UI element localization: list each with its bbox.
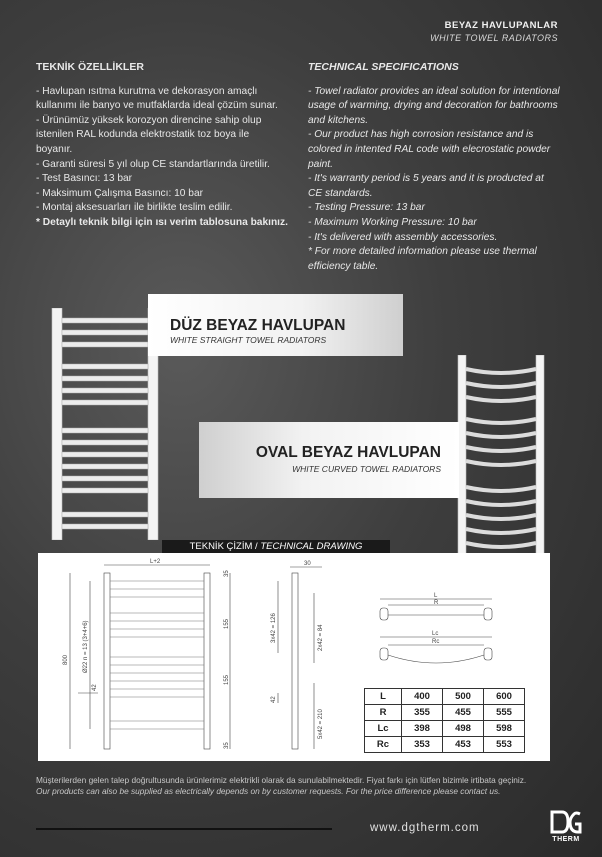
table-cell: 355 — [402, 705, 443, 721]
technical-drawing-title-tr: TEKNİK ÇİZİM — [189, 541, 253, 552]
table-row-label: Lc — [365, 721, 402, 737]
spec-en-line: - Maximum Working Pressure: 10 bar — [308, 216, 477, 228]
table-row — [365, 705, 525, 721]
dim-L-label: L — [434, 593, 438, 599]
table-cell: 500 — [443, 689, 484, 705]
table-row-label: L — [365, 689, 402, 705]
spec-en-line: - It's delivered with assembly accessories. — [308, 231, 498, 243]
table-cell: 400 — [402, 689, 443, 705]
table-row — [365, 737, 525, 753]
table-cell: 555 — [484, 705, 525, 721]
table-row-label: Rc — [365, 737, 402, 753]
straight-radiator-image — [50, 308, 162, 540]
table-cell: 398 — [402, 721, 443, 737]
dim-210-label: 5x42 = 210 — [318, 709, 324, 739]
specs-tr-heading: TEKNİK ÖZELLİKLER — [36, 61, 144, 73]
table-cell: 598 — [484, 721, 525, 737]
dim-height-label: 800 — [63, 654, 69, 665]
page-header — [430, 20, 558, 44]
dg-logo-icon — [548, 808, 584, 836]
footer-divider — [36, 828, 332, 830]
header-title-en: WHITE TOWEL RADIATORS — [430, 33, 558, 43]
table-cell: 353 — [402, 737, 443, 753]
spec-tr-line: - Ürünümüz yüksek korozyon direncine sahip olup istenilen RAL kodunda elektrostatik toz boya ile boyanır. — [36, 114, 262, 155]
curved-product-subtitle: WHITE CURVED TOWEL RADIATORS — [292, 464, 441, 474]
table-cell: 553 — [484, 737, 525, 753]
footer-note-tr: Müşterilerden gelen talep doğrultusunda ürünlerimiz elektrikli olarak da sunulabilmektedir. Fiyat farkı için lütfen bizimle irtibata geçiniz. — [36, 775, 527, 785]
dim-42-side-label: 42 — [271, 696, 277, 703]
straight-product-subtitle: WHITE STRAIGHT TOWEL RADIATORS — [170, 335, 327, 345]
table-row-label: R — [365, 705, 402, 721]
specs-en-heading: TECHNICAL SPECIFICATIONS — [308, 61, 459, 73]
dim-tube-count-label: Ø22 n = 13 (3+4+6) — [83, 620, 89, 673]
spec-tr-line: - Montaj aksesuarları ile birlikte teslim edilir. — [36, 202, 233, 214]
straight-product-title: DÜZ BEYAZ HAVLUPAN — [170, 317, 346, 334]
dim-155a-label: 155 — [224, 618, 230, 629]
spec-en-line: - It's warranty period is 5 years and it is producted at CE standards. — [308, 173, 544, 199]
spec-tr-line: - Garanti süresi 5 yıl olup CE standartlarında üretilir. — [36, 158, 270, 170]
table-cell: 455 — [443, 705, 484, 721]
specs-en — [308, 60, 560, 274]
dim-width-label: L+2 — [150, 559, 161, 565]
technical-drawing-title-en: TECHNICAL DRAWING — [260, 541, 363, 552]
footer-note-en: Our products can also be supplied as electrically depends on by customer requests. For the price difference please contact us. — [36, 785, 501, 796]
dim-R-label: R — [434, 600, 439, 606]
dim-35-top-label: 35 — [224, 570, 230, 577]
brand-logo — [548, 808, 584, 848]
technical-drawing-title: TEKNİK ÇİZİM / TECHNICAL DRAWING — [162, 540, 390, 554]
spec-tr-line: - Havlupan ısıtma kurutma ve dekorasyon amaçlı kullanımı ile banyo ve mutfaklarda ideal çözüm sunar. — [36, 85, 278, 112]
dim-42-label: 42 — [92, 684, 98, 691]
straight-product-band — [148, 294, 403, 356]
dim-Rc-label: Rc — [432, 639, 440, 645]
spec-en-line: - Testing Pressure: 13 bar — [308, 202, 425, 214]
specs-tr — [36, 60, 288, 231]
logo-text: THERM — [552, 836, 580, 843]
spec-en-line: - Towel radiator provides an ideal solution for intentional usage of warming, drying and decoration for bathrooms and kitchens. — [308, 85, 560, 126]
footer-notes — [36, 775, 566, 796]
spec-en-line: * For more detailed information please use thermal efficiency table. — [308, 246, 537, 272]
curved-product-band — [199, 422, 459, 498]
dim-84-label: 2x42 = 84 — [318, 624, 324, 651]
spec-tr-line: - Maksimum Çalışma Basıncı: 10 bar — [36, 187, 204, 199]
table-cell: 453 — [443, 737, 484, 753]
table-cell: 600 — [484, 689, 525, 705]
spec-tr-line: - Test Basıncı: 13 bar — [36, 173, 133, 185]
dim-Lc-label: Lc — [432, 631, 439, 637]
dim-126-label: 3x42 = 126 — [271, 613, 277, 643]
table-row — [365, 689, 525, 705]
spec-tr-note: * Detaylı teknik bilgi için ısı verim tablosuna bakınız. — [36, 216, 288, 228]
website-link[interactable]: www.dgtherm.com — [370, 822, 480, 834]
table-cell: 498 — [443, 721, 484, 737]
dimension-table — [364, 688, 525, 753]
table-row — [365, 721, 525, 737]
dim-155b-label: 155 — [224, 674, 230, 685]
curved-product-title: OVAL BEYAZ HAVLUPAN — [255, 444, 441, 461]
spec-en-line: - Our product has high corrosion resistance and is colored in intented RAL code with elecrostatic powder paint. — [308, 129, 551, 170]
dim-35-bottom-label: 35 — [224, 742, 230, 749]
header-title-tr: BEYAZ HAVLUPANLAR — [444, 20, 558, 31]
dim-30-label: 30 — [304, 561, 311, 567]
